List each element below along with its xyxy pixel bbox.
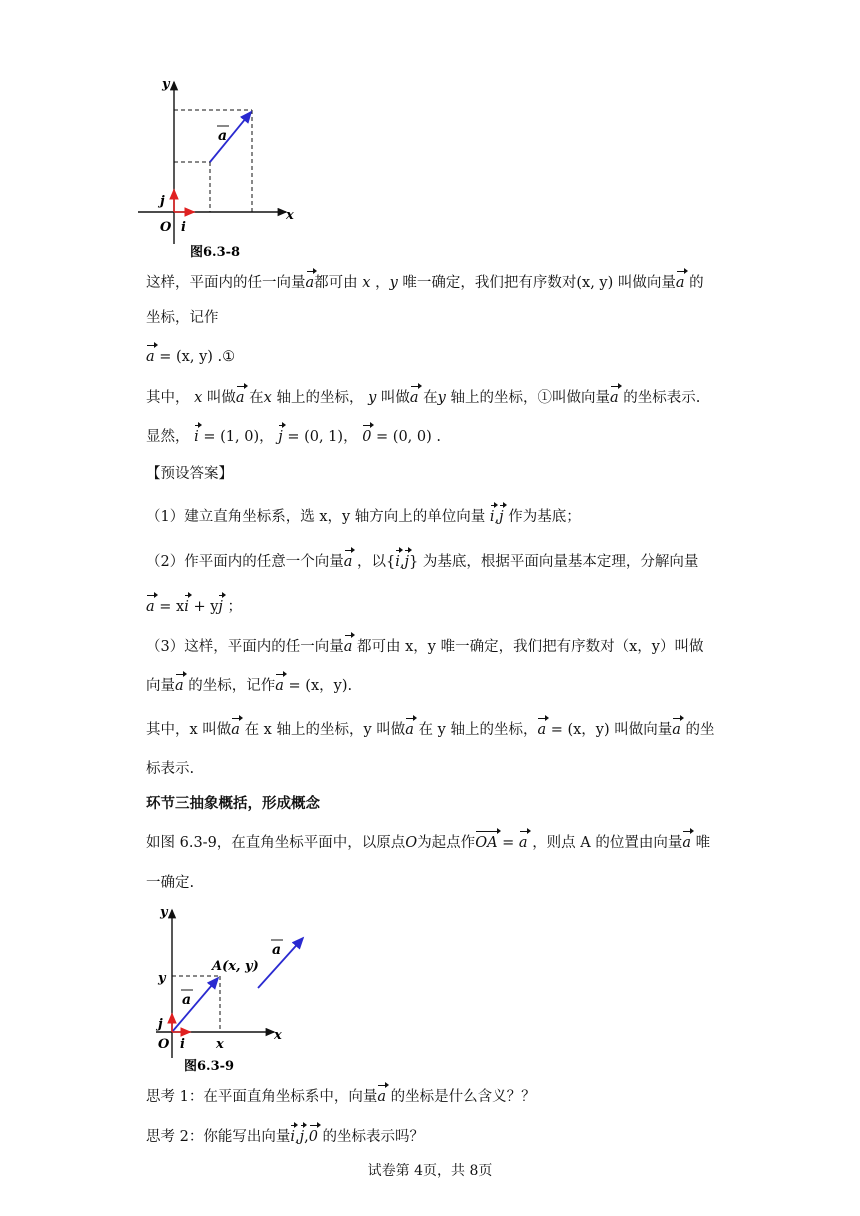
svg-text:y: y <box>160 905 168 920</box>
svg-text:i: i <box>180 1037 185 1052</box>
formula-a-xy: a = (x, y) .① <box>146 346 235 368</box>
svg-text:a: a <box>218 128 228 144</box>
vector-oa <box>172 978 218 1032</box>
paragraph-4: 其中， x 叫做a 在x 轴上的坐标， y 叫做a 在y 轴上的坐标，①叫做向量a 的坐标表示. <box>146 387 700 409</box>
svg-text:图6.3-8: 图6.3-8 <box>190 245 241 260</box>
answer-heading: 【预设答案】 <box>146 466 233 482</box>
section-3-paragraph: 如图 6.3-9，在直角坐标平面中，以原点O为起点作OA = a ，则点 A 的位置由向量a 唯 <box>146 832 710 854</box>
svg-text:j: j <box>160 194 165 209</box>
page-footer: 试卷第 4页，共 8页 <box>367 1163 493 1179</box>
svg-text:j: j <box>158 1017 163 1032</box>
paragraph-2: 坐标，记作 <box>146 310 219 326</box>
answer-4: 其中，x 叫做a 在 x 轴上的坐标，y 叫做a 在 y 轴上的坐标，a = (x，y) 叫做向量a 的坐 <box>146 719 715 741</box>
svg-text:x: x <box>274 1028 282 1043</box>
svg-text:O: O <box>158 1037 170 1052</box>
answer-2: （2）作平面内的任意一个向量a ，以{i,j} 为基底，根据平面向量基本定理，分解向量 <box>146 551 698 573</box>
svg-text:y: y <box>162 77 170 92</box>
svg-text:x: x <box>216 1037 224 1052</box>
figure-6-3-8 <box>138 68 308 266</box>
figure-6-3-9 <box>138 898 323 1076</box>
svg-text:a: a <box>272 942 282 958</box>
svg-text:图6.3-9: 图6.3-9 <box>184 1059 235 1074</box>
answer-4-cont: 标表示. <box>146 761 195 777</box>
think-2: 思考 2：你能写出向量i,j,0 的坐标表示吗？ <box>146 1126 424 1148</box>
svg-text:O: O <box>160 220 172 235</box>
answer-3-cont: 向量a 的坐标，记作a = (x，y). <box>146 675 352 697</box>
svg-text:x: x <box>286 208 294 223</box>
think-1: 思考 1：在平面直角坐标系中，向量a 的坐标是什么含义？？ <box>146 1086 536 1108</box>
svg-text:A(x, y): A(x, y) <box>212 959 259 974</box>
section-3-heading: 环节三抽象概括，形成概念 <box>146 796 320 812</box>
answer-1: （1）建立直角坐标系，选 x，y 轴方向上的单位向量 i,j 作为基底； <box>146 506 581 528</box>
svg-text:i: i <box>181 220 186 235</box>
svg-text:y: y <box>158 971 166 986</box>
section-3-paragraph-cont: 一确定. <box>146 875 195 891</box>
answer-2-formula: a = xi + yj ； <box>146 596 242 618</box>
vector-a <box>210 112 251 162</box>
paragraph-1: 这样，平面内的任一向量a都可由 x ，y 唯一确定，我们把有序数对(x, y) 叫做向量a 的 <box>146 272 704 294</box>
svg-text:a: a <box>182 992 192 1008</box>
paragraph-5: 显然， i = (1, 0)， j = (0, 1)， 0 = (0, 0) . <box>146 426 441 448</box>
answer-3: （3）这样，平面内的任一向量a 都可由 x，y 唯一确定，我们把有序数对（x，y）叫做 <box>146 636 703 658</box>
